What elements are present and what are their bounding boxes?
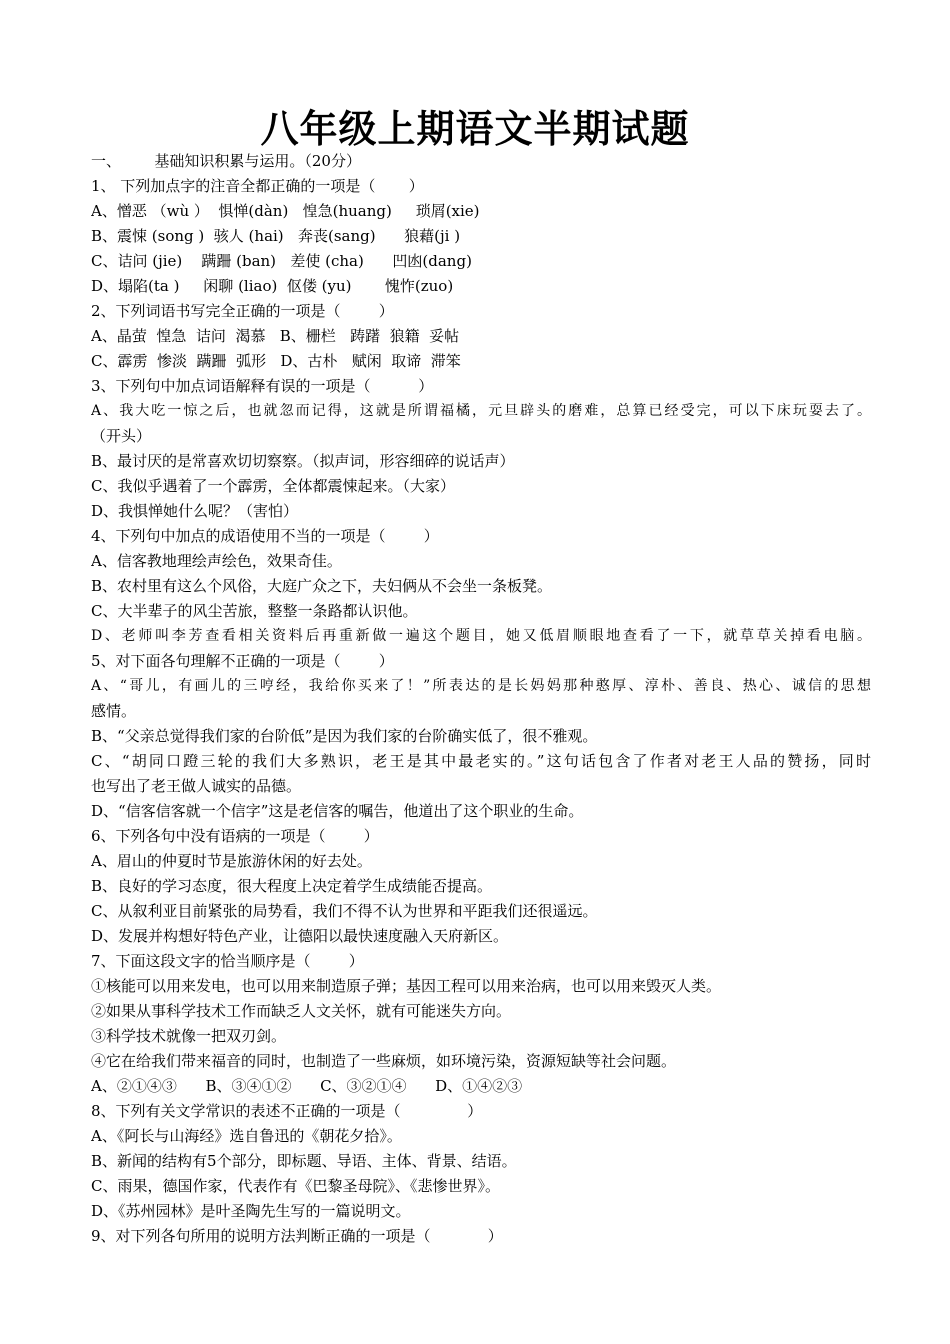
page-title: 八年级上期语文半期试题 [260, 107, 690, 151]
question-1: 1、 下列加点字的注音全都正确的一项是（ ） [91, 177, 424, 195]
q5-option-a: A、“哥儿，有画儿的三哼经，我给你买来了！”所表达的是长妈妈那种憨厚、淳朴、善良、热心、诚信的思想 [91, 678, 871, 694]
question-9: 9、对下列各句所用的说明方法判断正确的一项是（ ） [91, 1227, 503, 1245]
q5-option-c: C、“胡同口蹬三轮的我们大多熟识，老王是其中最老实的。”这句话包含了作者对老王人品的赞扬，同时 [91, 752, 871, 770]
question-6: 6、下列各句中没有语病的一项是（ ） [91, 827, 379, 845]
q5-option-b: B、“父亲总觉得我们家的台阶低”是因为我们家的台阶确实低了，很不雅观。 [91, 727, 598, 745]
q7-options: A、②①④③ B、③④①② C、③②①④ D、①④②③ [91, 1077, 523, 1095]
q3-option-a: A、我大吃一惊之后，也就忽而记得，这就是所谓福橘，元旦辟头的磨难，总算已经受完，可以下床玩耍去了。 [91, 403, 871, 419]
q4-option-a: A、信客教地理绘声绘色，效果奇佳。 [91, 552, 342, 570]
q6-option-d: D、发展并构想好特色产业，让德阳以最快速度融入天府新区。 [91, 927, 509, 945]
q7-sentence-3: ③科学技术就像一把双刃剑。 [91, 1027, 287, 1045]
q1-option-a: A、憎恶 （wù ） 惧惮(dàn) 惶急(huang) 琐屑(xie) [91, 202, 480, 220]
q1-option-b: B、震悚 (song ) 骇人 (hai) 奔丧(sang) 狼藉(ji ) [91, 227, 461, 245]
section-heading: 一、 基础知识积累与运用。（20分） [91, 152, 361, 170]
question-2: 2、下列词语书写完全正确的一项是（ ） [91, 302, 394, 320]
question-7: 7、下面这段文字的恰当顺序是（ ） [91, 952, 364, 970]
question-5: 5、对下面各句理解不正确的一项是（ ） [91, 652, 394, 670]
q7-sentence-4: ④它在给我们带来福音的同时，也制造了一些麻烦，如环境污染，资源短缺等社会问题。 [91, 1052, 677, 1070]
q3-option-a-cont: （开头） [91, 427, 152, 445]
question-8: 8、下列有关文学常识的表述不正确的一项是（ ） [91, 1102, 483, 1120]
question-3: 3、下列句中加点词语解释有误的一项是（ ） [91, 377, 434, 395]
q2-options-ab: A、晶萤 惶急 诘问 渴慕 B、栅栏 踌躇 狼籍 妥帖 [91, 327, 460, 345]
q8-option-c: C、雨果，德国作家，代表作有《巴黎圣母院》、《悲惨世界》。 [91, 1177, 500, 1195]
q3-option-d: D、我惧惮她什么呢？（害怕） [91, 502, 299, 520]
q5-option-c-cont: 也写出了老王做人诚实的品德。 [91, 777, 302, 795]
q8-option-a: A、《阿长与山海经》选自鲁迅的《朝花夕拾》。 [91, 1127, 402, 1145]
q4-option-d: D、老师叫李芳查看相关资料后再重新做一遍这个题目，她又低眉顺眼地查看了一下，就草草关掉看电脑。 [91, 628, 871, 644]
q1-option-d: D、塌陷(ta ) 闲聊 (liao) 伛偻 (yu) 愧怍(zuo) [91, 277, 454, 295]
q6-option-b: B、良好的学习态度，很大程度上决定着学生成绩能否提高。 [91, 877, 493, 895]
q5-option-a-cont: 感情。 [91, 702, 137, 720]
q1-option-c: C、诘问 (jie) 蹒跚 (ban) 差使 (cha) 凹凼(dang) [91, 252, 472, 270]
q4-option-b: B、农村里有这么个风俗，大庭广众之下，夫妇俩从不会坐一条板凳。 [91, 577, 553, 595]
q8-option-d: D、《苏州园林》是叶圣陶先生写的一篇说明文。 [91, 1202, 411, 1220]
q5-option-d: D、“信客信客就一个信字”这是老信客的嘱告，他道出了这个职业的生命。 [91, 802, 584, 820]
q6-option-c: C、从叙利亚目前紧张的局势看，我们不得不认为世界和平距我们还很遥远。 [91, 902, 598, 920]
q8-option-b: B、新闻的结构有5个部分，即标题、导语、主体、背景、结语。 [91, 1152, 517, 1170]
q4-option-c: C、大半辈子的风尘苦旅，整整一条路都认识他。 [91, 602, 418, 620]
q7-sentence-1: ①核能可以用来发电，也可以用来制造原子弹；基因工程可以用来治病，也可以用来毁灭人类。 [91, 977, 722, 995]
q7-sentence-2: ②如果从事科学技术工作而缺乏人文关怀，就有可能迷失方向。 [91, 1002, 512, 1020]
q3-option-b: B、最讨厌的是常喜欢切切察察。（拟声词，形容细碎的说话声） [91, 452, 515, 470]
q3-option-c: C、我似乎遇着了一个霹雳，全体都震悚起来。（大家） [91, 477, 455, 495]
exam-content [91, 149, 871, 1249]
q2-options-cd: C、霹雳 惨淡 蹒跚 弧形 D、古朴 赋闲 取谛 滞笨 [91, 352, 461, 370]
question-4: 4、下列句中加点的成语使用不当的一项是（ ） [91, 527, 439, 545]
q6-option-a: A、眉山的仲夏时节是旅游休闲的好去处。 [91, 852, 372, 870]
